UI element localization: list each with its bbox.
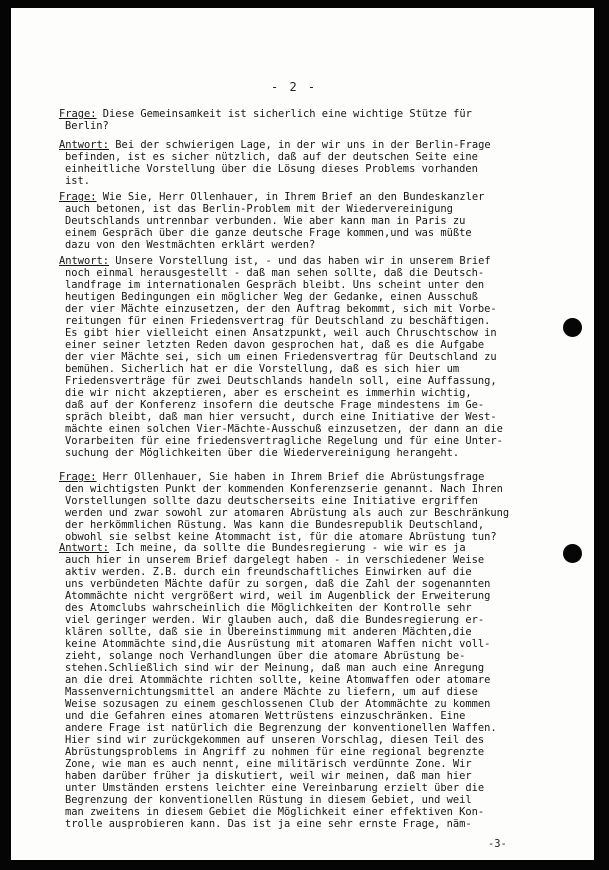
line-text: dazu von den Westmächten erklärt werden? bbox=[65, 239, 316, 251]
line-text: suchung der Möglichkeiten über die Wiedervereinigung herangeht. bbox=[65, 447, 460, 459]
text-line bbox=[59, 339, 579, 351]
line-text: Friedensverträge für zwei Deutschlands handeln soll, eine Auffassung, bbox=[65, 375, 497, 387]
question-label: Frage: bbox=[59, 471, 97, 483]
answer-block bbox=[59, 542, 579, 830]
text-line bbox=[59, 139, 579, 151]
text-line bbox=[59, 239, 579, 251]
punch-hole bbox=[563, 544, 582, 563]
text-line bbox=[59, 435, 579, 447]
line-text: ist. bbox=[65, 175, 91, 187]
text-line bbox=[59, 578, 579, 590]
line-text: bemühen. Sicherlich hat er die Vorstellung, daß es sich hier um bbox=[65, 363, 460, 375]
text-line bbox=[59, 626, 579, 638]
text-line bbox=[59, 722, 579, 734]
text-line bbox=[59, 163, 579, 175]
text-line bbox=[59, 519, 579, 531]
text-line bbox=[59, 542, 579, 554]
text-line bbox=[59, 471, 579, 483]
line-text: man zweitens in diesem Gebiet die Möglichkeit einer effektiven Kon- bbox=[65, 806, 485, 818]
text-line bbox=[59, 495, 579, 507]
text-line bbox=[59, 818, 579, 830]
line-text: trolle ausprobieren kann. Das ist ja eine sehr ernste Frage, näm- bbox=[65, 818, 472, 830]
line-text: Herr Ollenhauer, Sie haben in Ihrem Brief die Abrüstungsfrage bbox=[96, 471, 485, 483]
question-label: Frage: bbox=[59, 191, 97, 203]
answer-label: Antwort: bbox=[59, 542, 110, 554]
answer-block bbox=[59, 139, 579, 187]
text-line bbox=[59, 279, 579, 291]
text-line bbox=[59, 483, 579, 495]
text-line bbox=[59, 710, 579, 722]
text-line bbox=[59, 638, 579, 650]
text-line bbox=[59, 303, 579, 315]
line-text: einem Gespräch über die ganze deutsche Frage kommen,und was müßte bbox=[65, 227, 472, 239]
line-text: daß auf der Konferenz insofern die deutsche Frage mindestens im Ge- bbox=[65, 399, 485, 411]
line-text: einheitliche Vorstellung über die Lösung dieses Problems vorhanden bbox=[65, 163, 478, 175]
line-text: reitungen für einen Friedensvertrag für Deutschland zu beschäftigen. bbox=[65, 315, 491, 327]
line-text: der herkömmlichen Rüstung. Was kann die Bundesrepublik Deutschland, bbox=[65, 519, 485, 531]
question-label: Frage: bbox=[59, 108, 97, 120]
answer-block bbox=[59, 255, 579, 459]
text-line bbox=[59, 108, 579, 120]
text-line bbox=[59, 746, 579, 758]
line-text: einer seiner letzten Reden davon gesprochen hat, daß es die Aufgabe bbox=[65, 339, 485, 351]
text-line bbox=[59, 782, 579, 794]
line-text: landfrage im internationalen Gespräch bleibt. Uns scheint unter den bbox=[65, 279, 485, 291]
answer-label: Antwort: bbox=[59, 139, 110, 151]
line-text: Vorarbeiten für eine friedensvertragliche Regelung und für eine Unter- bbox=[65, 435, 503, 447]
line-text: Es gibt hier vielleicht einen Ansatzpunkt, weil auch Chruschtschow in bbox=[65, 327, 497, 339]
text-line bbox=[59, 674, 579, 686]
text-line bbox=[59, 806, 579, 818]
text-line bbox=[59, 590, 579, 602]
text-line bbox=[59, 203, 579, 215]
line-text: zieht, solange noch Verhandlungen über die atomare Abrüstung be- bbox=[65, 650, 466, 662]
text-line bbox=[59, 151, 579, 163]
continuation-marker: -3- bbox=[488, 838, 507, 850]
line-text: und die Gefahren eines atomaren Wettrüstens einzuschränken. Eine bbox=[65, 710, 466, 722]
line-text: mächte einen solchen Vier-Mächte-Ausschuß einzusetzen, der dann an die bbox=[65, 423, 503, 435]
text-line bbox=[59, 686, 579, 698]
line-text: Zone, wie man es auch nennt, eine militärisch verdünnte Zone. Wir bbox=[65, 758, 472, 770]
line-text: auch betonen, ist das Berlin-Problem mit der Wiedervereinigung bbox=[65, 203, 453, 215]
line-text: Begrenzung der konventionellen Rüstung in diesem Gebiet, und weil bbox=[65, 794, 472, 806]
line-text: spräch bleibt, daß man hier versucht, durch eine Initiative der West- bbox=[65, 411, 497, 423]
text-line bbox=[59, 554, 579, 566]
text-line bbox=[59, 387, 579, 399]
line-text: Ich meine, da sollte die Bundesregierung - wie wir es ja bbox=[109, 542, 466, 554]
line-text: Wie Sie, Herr Ollenhauer, in Ihrem Brief an den Bundeskanzler bbox=[96, 191, 485, 203]
line-text: Abrüstungsproblems in Angriff zu nohmen für eine regional begrenzte bbox=[65, 746, 485, 758]
line-text: klären sollte, daß sie in Übereinstimmung mit anderen Mächten,die bbox=[65, 626, 472, 638]
question-block bbox=[59, 108, 579, 132]
answer-label: Antwort: bbox=[59, 255, 110, 267]
page-number: - 2 - bbox=[271, 80, 318, 94]
line-text: Unsere Vorstellung ist, - und das haben wir in unserem Brief bbox=[109, 255, 491, 267]
line-text: Weise sozusagen zu einem geschlossenen Club der Atommächte zu kommen bbox=[65, 698, 491, 710]
document-page bbox=[11, 8, 594, 860]
line-text: werden und zwar sowohl zur atomaren Abrüstung als auch zur Beschränkung bbox=[65, 507, 510, 519]
line-text: Diese Gemeinsamkeit ist sicherlich eine wichtige Stütze für bbox=[96, 108, 472, 120]
text-line bbox=[59, 423, 579, 435]
text-line bbox=[59, 507, 579, 519]
text-line bbox=[59, 363, 579, 375]
text-line bbox=[59, 227, 579, 239]
text-line bbox=[59, 399, 579, 411]
question-block bbox=[59, 191, 579, 251]
line-text: Bei der schwierigen Lage, in der wir uns in der Berlin-Frage bbox=[109, 139, 491, 151]
text-line bbox=[59, 375, 579, 387]
text-line bbox=[59, 120, 579, 132]
line-text: heutigen Bedingungen ein möglicher Weg der Gedanke, einen Ausschuß bbox=[65, 291, 478, 303]
text-line bbox=[59, 315, 579, 327]
line-text: auch hier in unserem Brief dargelegt haben - in verschiedener Weise bbox=[65, 554, 485, 566]
text-line bbox=[59, 267, 579, 279]
text-line bbox=[59, 650, 579, 662]
line-text: an die drei Atommächte richten sollte, keine Atomwaffen oder atomare bbox=[65, 674, 491, 686]
line-text: Berlin? bbox=[65, 120, 109, 132]
text-line bbox=[59, 758, 579, 770]
line-text: Massenvernichtungsmittel an andere Mächte zu liefern, um auf diese bbox=[65, 686, 478, 698]
line-text: aktiv werden. Z.B. durch ein freundschaftliches Einwirken auf die bbox=[65, 566, 472, 578]
line-text: haben darüber früher ja diskutiert, weil wir meinen, daß man hier bbox=[65, 770, 472, 782]
text-line bbox=[59, 698, 579, 710]
line-text: Atommächte nicht vergrößert wird, weil im Augenblick der Erweiterung bbox=[65, 590, 491, 602]
text-line bbox=[59, 734, 579, 746]
line-text: die wir nicht akzeptieren, aber es erscheint es immerhin wichtig, bbox=[65, 387, 472, 399]
line-text: der vier Mächte sei, sich um einen Friedensvertrag für Deutschland zu bbox=[65, 351, 497, 363]
text-line bbox=[59, 566, 579, 578]
line-text: viel geringer werden. Wir glauben auch, daß die Bundesregierung er- bbox=[65, 614, 485, 626]
line-text: Hier sind wir zurückgekommen auf unseren Vorschlag, diesen Teil des bbox=[65, 734, 485, 746]
text-line bbox=[59, 447, 579, 459]
text-line bbox=[59, 175, 579, 187]
text-line bbox=[59, 327, 579, 339]
text-line bbox=[59, 411, 579, 423]
line-text: befinden, ist es sicher nützlich, daß auf der deutschen Seite eine bbox=[65, 151, 478, 163]
line-text: keine Atommächte sind,die Ausrüstung mit atomaren Waffen nicht voll- bbox=[65, 638, 491, 650]
question-block bbox=[59, 471, 579, 543]
text-line bbox=[59, 794, 579, 806]
text-line bbox=[59, 602, 579, 614]
text-line bbox=[59, 255, 579, 267]
line-text: uns verbündeten Mächte dafür zu sorgen, daß die Zahl der sogenannten bbox=[65, 578, 491, 590]
line-text: der vier Mächte einzusetzen, der den Auftrag bekommt, sich mit Vorbe- bbox=[65, 303, 497, 315]
text-line bbox=[59, 215, 579, 227]
line-text: des Atomclubs wahrscheinlich die Möglichkeiten der Kontrolle sehr bbox=[65, 602, 472, 614]
line-text: obwohl sie selbst keine Atommacht ist, für die atomare Abrüstung tun? bbox=[65, 531, 497, 543]
line-text: stehen.Schließlich sind wir der Meinung, daß man auch eine Anregung bbox=[65, 662, 485, 674]
text-line bbox=[59, 351, 579, 363]
line-text: andere Frage ist natürlich die Begrenzung der konventionellen Waffen. bbox=[65, 722, 497, 734]
line-text: unter Umständen erstens leichter eine Vereinbarung erzielt über die bbox=[65, 782, 485, 794]
text-line bbox=[59, 191, 579, 203]
text-line bbox=[59, 291, 579, 303]
text-line bbox=[59, 662, 579, 674]
line-text: Vorstellungen sollte dazu deutscherseits eine Initiative ergriffen bbox=[65, 495, 478, 507]
line-text: noch einmal herausgestellt - daß man sehen sollte, daß die Deutsch- bbox=[65, 267, 485, 279]
text-line bbox=[59, 614, 579, 626]
line-text: den wichtigsten Punkt der kommenden Konferenzserie genannt. Nach Ihren bbox=[65, 483, 503, 495]
text-line bbox=[59, 770, 579, 782]
punch-hole bbox=[563, 318, 582, 337]
line-text: Deutschlands untrennbar verbunden. Wie aber kann man in Paris zu bbox=[65, 215, 466, 227]
